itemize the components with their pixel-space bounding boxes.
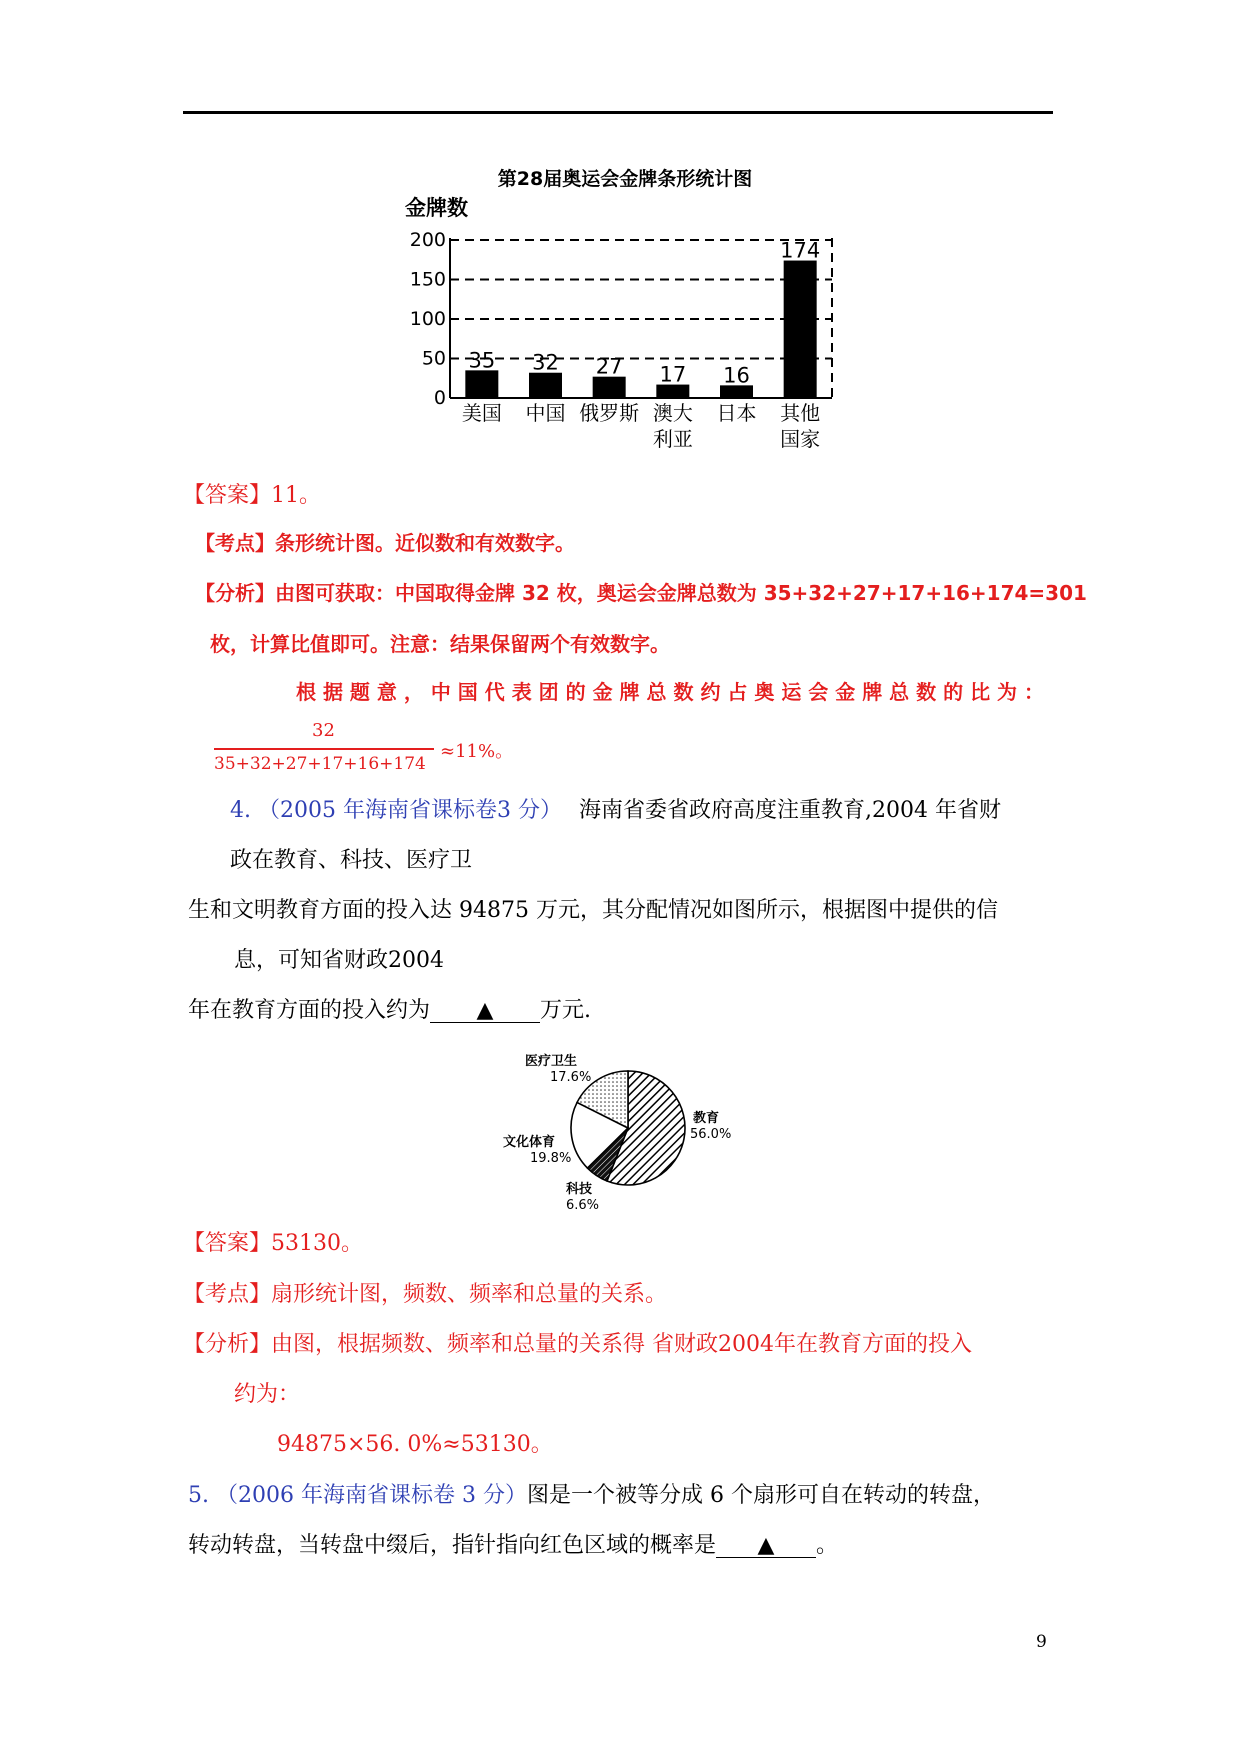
q4-line1: 海南省委省政府高度注重教育,2004 年省财 xyxy=(578,798,1001,823)
q4-fenxi-3: 94875×56. 0%≈53130。 xyxy=(277,1432,553,1457)
header-rule xyxy=(183,111,1053,114)
q4-number: 4. xyxy=(230,798,251,823)
q5-number: 5. xyxy=(188,1483,209,1508)
q3-fenxi-3: 根 据 题 意 ， 中 国 代 表 团 的 金 牌 总 数 约 占 奥 运 会 金 牌 总 数 的 比 为 ： xyxy=(296,680,1044,704)
bar-ytick-label: 0 xyxy=(433,387,446,409)
bar-3 xyxy=(656,385,689,398)
q3-kaodian-tag: 【考点】 xyxy=(195,531,275,555)
pie-value-wenhua: 19.8% xyxy=(530,1151,572,1166)
q3-fraction-numerator: 32 xyxy=(312,720,335,741)
bar-ytick-label: 100 xyxy=(409,308,446,330)
bar-category-label: 俄罗斯 xyxy=(579,401,640,425)
q5-line2-post: 。 xyxy=(816,1533,839,1558)
bar-value-label: 17 xyxy=(659,362,687,387)
q4-line5-pre: 年在教育方面的投入约为 xyxy=(188,998,431,1023)
q4-line4: 息，可知省财政2004 xyxy=(234,948,444,973)
q4-answer-tag: 【答案】 xyxy=(183,1231,272,1256)
bar-category-label: 美国 xyxy=(461,401,502,425)
q4-fenxi-1: 由图，根据频数、频率和总量的关系得 省财政2004年在教育方面的投入 xyxy=(271,1332,972,1357)
q4-source: （2005 年海南省课标卷3 分） xyxy=(258,798,562,823)
q4-line5-post: 万元. xyxy=(540,998,592,1023)
bar-5 xyxy=(784,261,817,398)
bar-1 xyxy=(529,373,562,398)
bar-value-label: 16 xyxy=(723,363,750,388)
bar-chart-title: 第28届奥运会金牌条形统计图 xyxy=(497,168,753,190)
bar-category-label: 其他 xyxy=(780,401,821,425)
pie-label-yiliao: 医疗卫生 xyxy=(525,1054,578,1069)
q3-fraction-result: ≈11%。 xyxy=(440,741,514,762)
pie-label-keji: 科技 xyxy=(566,1182,593,1197)
q3-answer-tag: 【答案】 xyxy=(183,483,272,508)
q3-kaodian: 条形统计图。近似数和有效数字。 xyxy=(275,531,575,555)
q4-line2: 政在教育、科技、医疗卫 xyxy=(230,848,473,873)
gold-medal-bar-chart xyxy=(400,160,850,460)
bar-value-label: 27 xyxy=(595,354,623,379)
q5-answer-blank: ▲ xyxy=(716,1535,816,1558)
pie-value-jiaoyu: 56.0% xyxy=(690,1127,732,1142)
bar-category-label: 利亚 xyxy=(652,427,693,451)
education-pie-chart xyxy=(500,1045,760,1220)
pie-value-keji: 6.6% xyxy=(566,1198,600,1213)
bar-category-label: 澳大 xyxy=(652,401,693,425)
pie-value-yiliao: 17.6% xyxy=(550,1070,592,1085)
bar-category-label: 中国 xyxy=(525,401,566,425)
q3-fenxi-2: 枚，计算比值即可。注意：结果保留两个有效数字。 xyxy=(210,632,670,656)
bar-2 xyxy=(593,377,626,398)
q5-line1: 图是一个被等分成 6 个扇形可自在转动的转盘， xyxy=(526,1483,995,1508)
bar-value-label: 174 xyxy=(780,238,821,263)
q4-line3: 生和文明教育方面的投入达 94875 万元，其分配情况如图所示，根据图中提供的信 xyxy=(188,898,998,923)
q3-fenxi-tag: 【分析】 xyxy=(195,581,275,605)
q4-answer-blank: ▲ xyxy=(430,1000,540,1023)
bar-ytick-label: 50 xyxy=(421,347,446,370)
bar-0 xyxy=(465,370,498,398)
page-number: 9 xyxy=(1036,1632,1047,1652)
bar-category-label: 日本 xyxy=(716,401,757,425)
q4-fenxi-2: 约为： xyxy=(234,1382,301,1407)
q3-fenxi-1: 由图可获取：中国取得金牌 32 枚，奥运会金牌总数为 35+32+27+17+16+174=301 xyxy=(275,581,1087,605)
bar-value-label: 32 xyxy=(532,350,559,375)
bar-chart-ylabel: 金牌数 xyxy=(405,196,468,220)
q4-answer: 53130。 xyxy=(271,1231,364,1256)
q4-kaodian: 扇形统计图，频数、频率和总量的关系。 xyxy=(271,1282,668,1307)
q5-line2-pre: 转动转盘，当转盘中缀后，指针指向红色区域的概率是 xyxy=(188,1533,717,1558)
q3-answer: 11。 xyxy=(271,483,322,508)
q3-fraction-bar xyxy=(214,748,434,750)
bar-category-label: 国家 xyxy=(780,427,821,451)
bar-ytick-label: 200 xyxy=(409,229,446,251)
bar-ytick-label: 150 xyxy=(409,268,446,291)
bar-value-label: 35 xyxy=(468,348,496,373)
q4-kaodian-tag: 【考点】 xyxy=(183,1282,272,1307)
q5-source: （2006 年海南省课标卷 3 分） xyxy=(216,1483,527,1508)
q3-fraction-denominator: 35+32+27+17+16+174 xyxy=(214,754,426,774)
pie-label-wenhua: 文化体育 xyxy=(503,1135,556,1150)
q4-fenxi-tag: 【分析】 xyxy=(183,1332,272,1357)
pie-label-jiaoyu: 教育 xyxy=(693,1111,720,1126)
